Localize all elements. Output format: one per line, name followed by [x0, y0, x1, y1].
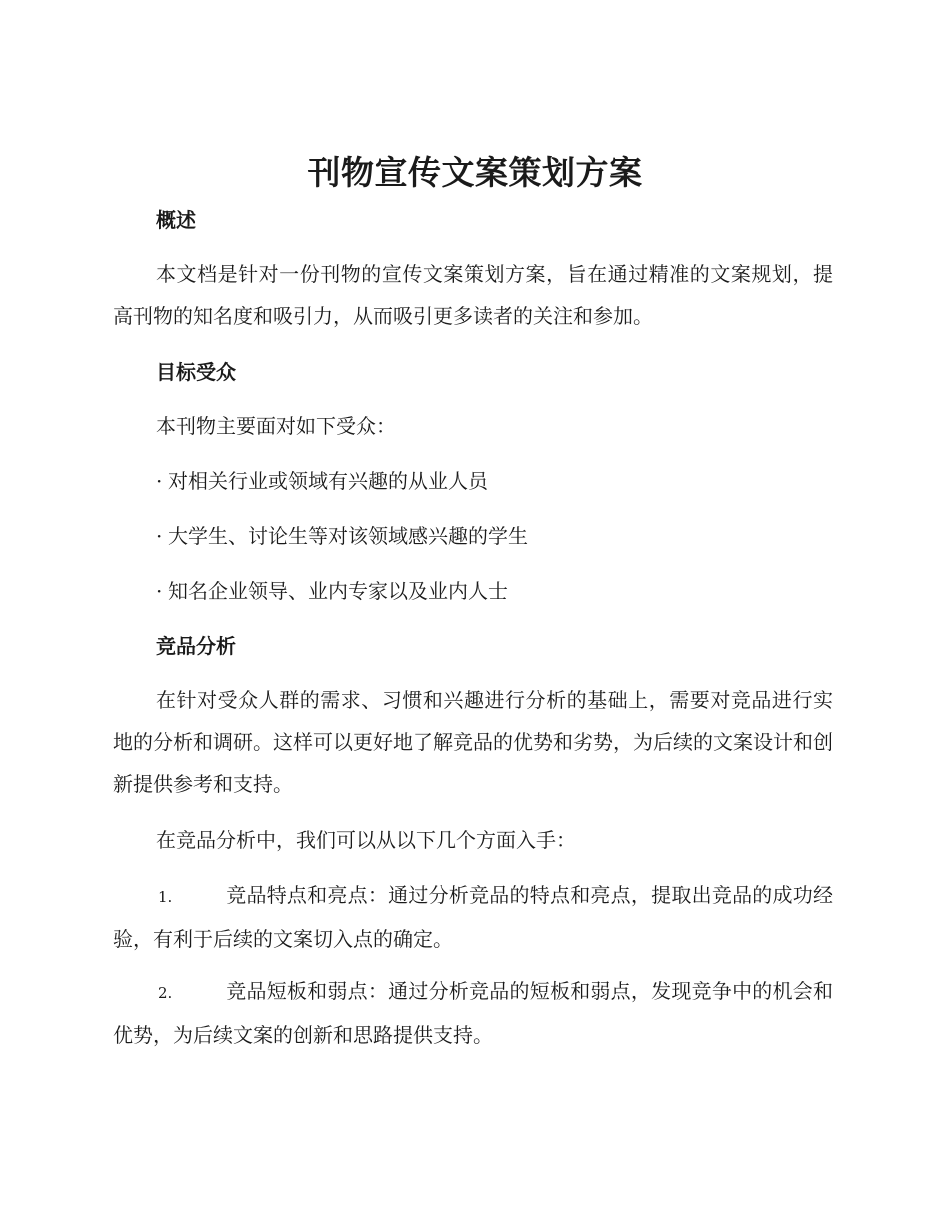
item-number: 1. — [158, 888, 173, 906]
item-number: 2. — [158, 984, 173, 1002]
section-heading-overview: 概述 — [156, 208, 196, 232]
section-heading-audience: 目标受众 — [156, 360, 236, 384]
item-text: 竞品特点和亮点：通过分析竞品的特点和亮点，提取出竞品的成功经验，有利于后续的文案切入点的确定。 — [113, 883, 833, 951]
bullet-icon: · — [156, 469, 163, 493]
list-item-text: 大学生、讨论生等对该领域感兴趣的学生 — [168, 524, 528, 548]
list-item-text: 对相关行业或领域有兴趣的从业人员 — [168, 469, 488, 493]
section-heading-competition: 竞品分析 — [156, 634, 236, 658]
item-text: 竞品短板和弱点：通过分析竞品的短板和弱点，发现竞争中的机会和优势，为后续文案的创新和思路提供支持。 — [113, 979, 833, 1047]
competition-intro: 在竞品分析中，我们可以从以下几个方面入手： — [156, 828, 576, 852]
bullet-icon: · — [156, 579, 163, 603]
audience-intro: 本刊物主要面对如下受众： — [156, 414, 396, 438]
numbered-item — [113, 874, 833, 960]
list-item-text: 知名企业领导、业内专家以及业内人士 — [168, 579, 508, 603]
competition-paragraph: 在针对受众人群的需求、习惯和兴趣进行分析的基础上，需要对竞品进行实地的分析和调研。这样可以更好地了解竞品的优势和劣势，为后续的文案设计和创新提供参考和支持。 — [113, 688, 833, 796]
list-item — [156, 466, 488, 496]
list-item — [156, 576, 508, 606]
document-title: 刊物宣传文案策划方案 — [307, 153, 643, 192]
bullet-icon: · — [156, 524, 163, 548]
overview-paragraph: 本文档是针对一份刊物的宣传文案策划方案，旨在通过精准的文案规划，提高刊物的知名度和吸引力，从而吸引更多读者的关注和参加。 — [113, 262, 833, 328]
numbered-item — [113, 970, 833, 1056]
list-item — [156, 521, 528, 551]
